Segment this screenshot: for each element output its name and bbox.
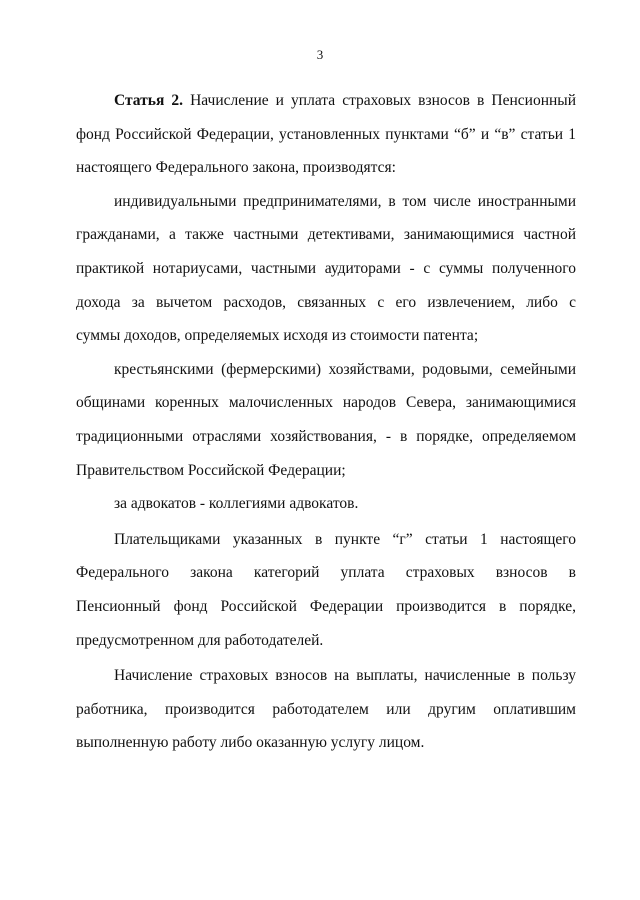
paragraph-farms bbox=[76, 353, 576, 487]
article-heading-line-3: настоящего Федерального закона, производятся: bbox=[76, 159, 396, 177]
paragraph-line: предусмотренном для работодателей. bbox=[76, 631, 324, 649]
page-number: 3 bbox=[316, 47, 324, 62]
paragraph-entrepreneurs bbox=[76, 185, 576, 353]
paragraph-line: за адвокатов - коллегиями адвокатов. bbox=[114, 495, 359, 513]
paragraph-line: работника, производится работодателем или другим оплатившим bbox=[76, 700, 576, 718]
paragraph-line: Начисление страховых взносов на выплаты, начисленные в пользу bbox=[114, 667, 576, 685]
paragraph-lawyers bbox=[76, 487, 576, 521]
paragraph-line: индивидуальными предпринимателями, в том числе иностранными bbox=[114, 192, 576, 210]
paragraph-line: Правительством Российской Федерации; bbox=[76, 461, 346, 479]
article-heading bbox=[76, 84, 576, 185]
paragraph-line: Плательщиками указанных в пункте “г” статьи 1 настоящего bbox=[114, 530, 576, 548]
paragraph-line: традиционными отраслями хозяйствования, - в порядке, определяемом bbox=[76, 427, 576, 445]
paragraph-line: Пенсионный фонд Российской Федерации производится в порядке, bbox=[76, 597, 576, 615]
document-body bbox=[76, 84, 576, 760]
article-heading-line-1 bbox=[76, 84, 576, 118]
paragraph-payers bbox=[76, 523, 576, 657]
paragraph-accrual bbox=[76, 659, 576, 760]
paragraph-line: выполненную работу либо оказанную услугу лицом. bbox=[76, 734, 425, 752]
article-label: Статья 2. bbox=[114, 92, 184, 109]
article-heading-text: Начисление и уплата страховых взносов в Пенсионный bbox=[190, 92, 577, 109]
paragraph-line: практикой нотариусами, частными аудиторами - с суммы полученного bbox=[76, 259, 576, 277]
paragraph-line: крестьянскими (фермерскими) хозяйствами, родовыми, семейными bbox=[114, 360, 576, 378]
paragraph-line: дохода за вычетом расходов, связанных с его извлечением, либо с bbox=[76, 293, 576, 311]
paragraph-line: общинами коренных малочисленных народов Севера, занимающимися bbox=[76, 394, 576, 412]
paragraph-line: гражданами, а также частными детективами, занимающимися частной bbox=[76, 226, 576, 244]
article-heading-line-2: фонд Российской Федерации, установленных пунктами “б” и “в” статьи 1 bbox=[76, 125, 576, 143]
paragraph-line: суммы доходов, определяемых исходя из стоимости патента; bbox=[76, 327, 479, 345]
paragraph-line: Федерального закона категорий уплата страховых взносов в bbox=[76, 564, 576, 582]
